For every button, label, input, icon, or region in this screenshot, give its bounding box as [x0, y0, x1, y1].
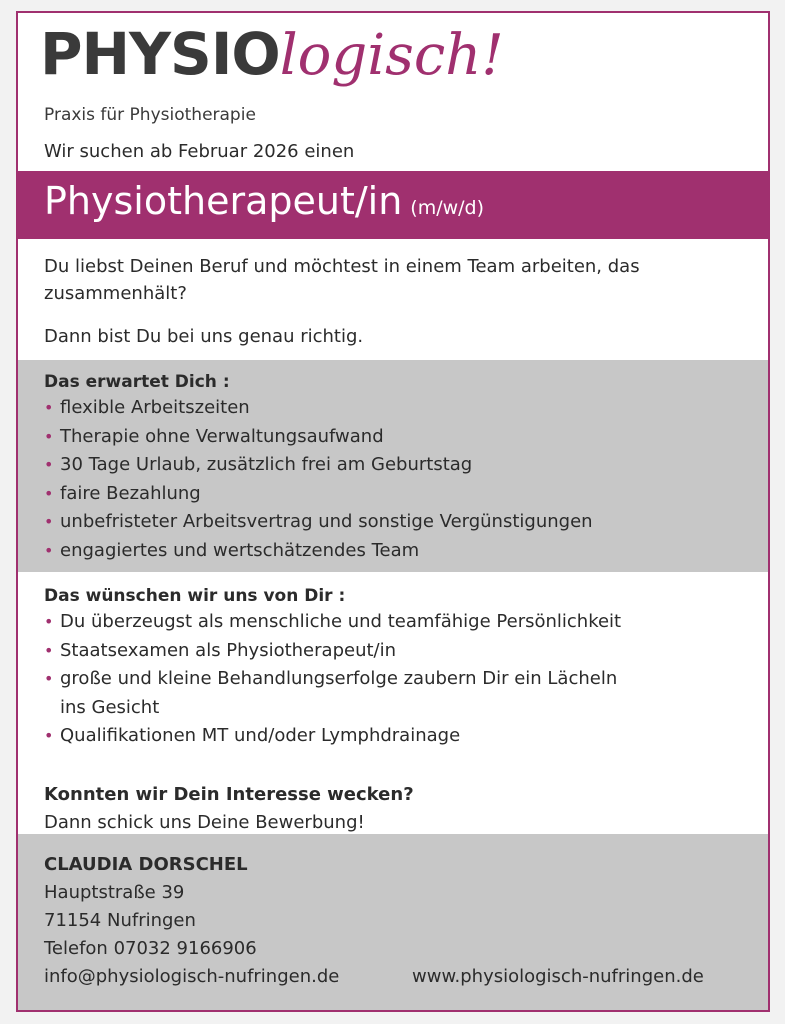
logo-main-text: PHYSIO — [40, 20, 280, 88]
list-item — [44, 722, 624, 751]
list-item — [44, 480, 744, 509]
bullet-icon: • — [44, 483, 54, 503]
bullet-icon: • — [44, 398, 54, 417]
list-item-text: engagiertes und wertschätzendes Team — [60, 539, 420, 561]
tagline: Praxis für Physiotherapie — [44, 105, 256, 125]
job-title-main: Physiotherapeut/in — [44, 179, 403, 223]
job-title — [44, 179, 484, 223]
bullet-icon: • — [44, 455, 54, 475]
offer-heading: Das erwartet Dich : — [44, 372, 230, 392]
title-bar — [18, 171, 768, 239]
pitch-question: Du liebst Deinen Beruf und möchtest in einem Team arbeiten, das zusammenhält? — [44, 256, 640, 304]
wish-section — [18, 572, 768, 834]
logo-script-text: logisch! — [279, 23, 504, 88]
contact-section — [18, 834, 768, 1012]
pitch-answer: Dann bist Du bei uns genau richtig. — [44, 326, 364, 347]
list-item-text: 30 Tage Urlaub, zusätzlich frei am Geburtstag — [60, 454, 473, 476]
list-item — [44, 423, 744, 452]
list-item-text: Therapie ohne Verwaltungsaufwand — [60, 425, 384, 447]
wish-heading: Das wünschen wir uns von Dir : — [44, 586, 346, 606]
offer-section — [18, 360, 768, 572]
job-title-sub: (m/w/d) — [410, 197, 485, 219]
pitch-section — [18, 239, 768, 360]
contact-phone: Telefon 07032 9166906 — [44, 938, 257, 959]
list-item — [44, 394, 744, 423]
list-item — [44, 637, 624, 666]
wish-list — [44, 608, 624, 751]
bullet-icon: • — [44, 640, 54, 660]
list-item-text: Du überzeugst als menschliche und teamfähige Persönlichkeit — [60, 611, 622, 632]
contact-street: Hauptstraße 39 — [44, 882, 185, 903]
list-item-text: Qualifikationen MT und/oder Lymphdrainage — [60, 725, 461, 747]
bullet-icon: • — [44, 669, 54, 689]
header — [18, 13, 768, 171]
interest-heading: Konnten wir Dein Interesse wecken? — [44, 784, 414, 805]
contact-city: 71154 Nufringen — [44, 910, 196, 931]
list-item — [44, 665, 624, 722]
logo — [40, 20, 504, 88]
contact-website-link[interactable]: www.physiologisch-nufringen.de — [412, 966, 704, 987]
list-item — [44, 508, 744, 537]
bullet-icon: • — [44, 726, 54, 746]
list-item-text: unbefristeter Arbeitsvertrag und sonstige Vergünstigungen — [60, 511, 593, 533]
bullet-icon: • — [44, 612, 54, 631]
intro-text: Wir suchen ab Februar 2026 einen — [44, 141, 355, 162]
interest-text: Dann schick uns Deine Bewerbung! — [44, 812, 365, 833]
job-ad — [16, 11, 770, 1012]
list-item-text: große und kleine Behandlungserfolge zaubern Dir ein Lächeln ins Gesicht — [60, 668, 618, 718]
list-item-text: Staatsexamen als Physiotherapeut/in — [60, 639, 397, 661]
list-item-text: flexible Arbeitszeiten — [60, 397, 250, 418]
bullet-icon: • — [44, 512, 54, 532]
contact-name: CLAUDIA DORSCHEL — [44, 854, 248, 875]
bullet-icon: • — [44, 540, 54, 560]
list-item — [44, 608, 760, 637]
list-item — [44, 451, 744, 480]
offer-list — [44, 394, 744, 566]
bullet-icon: • — [44, 426, 54, 446]
contact-email-link[interactable]: info@physiologisch-nufringen.de — [44, 966, 340, 987]
list-item-text: faire Bezahlung — [60, 482, 201, 504]
list-item — [44, 537, 744, 566]
